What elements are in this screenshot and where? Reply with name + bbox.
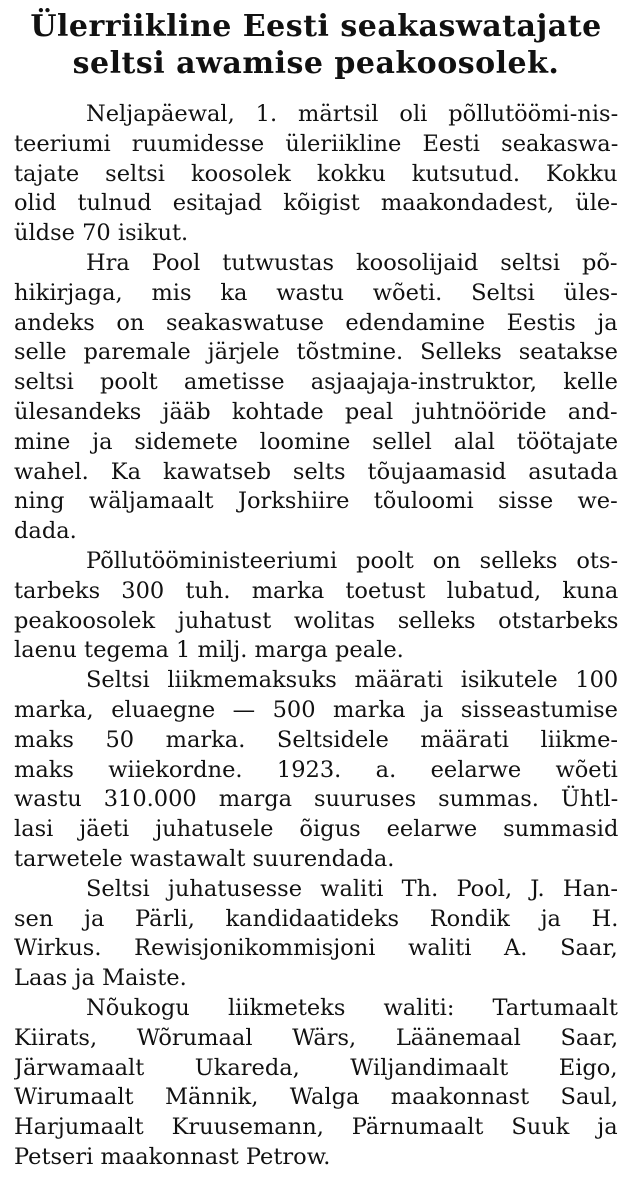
paragraph-line: selle paremale järjele tõstmine. Selleks seatakse bbox=[14, 339, 618, 366]
paragraph-line: ülesandeks jääb kohtade peal juhtnööride and- bbox=[14, 398, 618, 425]
headline-line: seltsi awamise peakoosolek. bbox=[72, 46, 560, 81]
paragraph-line: sen ja Pärli, kandidaatideks Rondik ja H. bbox=[14, 905, 618, 932]
headline-line: Ülerriikline Eesti seakaswatajate bbox=[30, 9, 602, 44]
paragraph-line: wahel. Ka kawatseb selts tõujaamasid asutada bbox=[14, 458, 618, 485]
paragraph-line: laenu tegema 1 milj. marga peale. bbox=[14, 637, 404, 664]
article-paragraph bbox=[14, 666, 618, 875]
article-paragraph bbox=[14, 100, 618, 249]
paragraph-line: marka, eluaegne — 500 marka ja sisseastumise bbox=[14, 696, 618, 723]
paragraph-line: mine ja sidemete loomine sellel alal töötajate bbox=[14, 428, 618, 455]
paragraph-line: Petseri maakonnast Petrow. bbox=[14, 1143, 331, 1170]
paragraph-line: dada. bbox=[14, 518, 77, 545]
paragraph-line: Järwamaalt Ukareda, Wiljandimaalt Eigo, bbox=[14, 1054, 618, 1081]
paragraph-line: Neljapäewal, 1. märtsil oli põllutöömi-nis- bbox=[86, 101, 618, 127]
paragraph-line: tajate seltsi koosolek kokku kutsutud. Kokku bbox=[14, 160, 618, 187]
paragraph-line: seltsi poolt ametisse asjaajaja-instruktor, kelle bbox=[14, 369, 618, 396]
paragraph-line: ning wäljamaalt Jorkshiire tõuloomi sisse we- bbox=[14, 488, 618, 515]
paragraph-line: Wirkus. Rewisjonikommisjoni waliti A. Saar, bbox=[14, 935, 618, 962]
paragraph-line: Seltsi liikmemaksuks määrati isikutele 100 bbox=[86, 667, 618, 694]
paragraph-line: Hra Pool tutwustas koosolijaid seltsi põ- bbox=[86, 249, 618, 276]
paragraph-line: maks 50 marka. Seltsidele määrati liikme- bbox=[14, 726, 618, 753]
paragraph-line: lasi jäeti juhatusele õigus eelarwe summasid bbox=[14, 816, 618, 843]
newspaper-article bbox=[14, 8, 618, 1173]
article-paragraph bbox=[14, 875, 618, 994]
paragraph-line: peakoosolek juhatust wolitas selleks otstarbeks bbox=[14, 607, 618, 634]
article-headline bbox=[14, 8, 618, 82]
paragraph-line: üldse 70 isikut. bbox=[14, 220, 189, 247]
article-paragraph bbox=[14, 547, 618, 666]
paragraph-line: tarbeks 300 tuh. marka toetust lubatud, kuna bbox=[14, 577, 618, 604]
article-paragraph bbox=[14, 994, 618, 1173]
paragraph-line: Seltsi juhatusesse waliti Th. Pool, J. Han- bbox=[86, 875, 618, 902]
paragraph-line: Nõukogu liikmeteks waliti: Tartumaalt bbox=[86, 994, 618, 1021]
article-paragraph bbox=[14, 249, 618, 547]
paragraph-line: Põllutööministeeriumi poolt on selleks ots- bbox=[86, 547, 618, 574]
paragraph-line: maks wiiekordne. 1923. a. eelarwe wõeti bbox=[14, 756, 618, 783]
paragraph-line: andeks on seakaswatuse edendamine Eestis ja bbox=[14, 309, 618, 336]
paragraph-line: Harjumaalt Kruusemann, Pärnumaalt Suuk ja bbox=[14, 1114, 618, 1141]
paragraph-line: Wirumaalt Männik, Walga maakonnast Saul, bbox=[14, 1084, 618, 1111]
article-body bbox=[14, 100, 618, 1173]
paragraph-line: teeriumi ruumidesse üleriikline Eesti seakaswa- bbox=[14, 130, 618, 157]
paragraph-line: Laas ja Maiste. bbox=[14, 965, 187, 992]
paragraph-line: olid tulnud esitajad kõigist maakondadest, üle- bbox=[14, 190, 618, 217]
paragraph-line: Kiirats, Wõrumaal Wärs, Läänemaal Saar, bbox=[14, 1024, 618, 1051]
paragraph-line: wastu 310.000 marga suuruses summas. Ühtl- bbox=[14, 786, 618, 813]
paragraph-line: hikirjaga, mis ka wastu wõeti. Seltsi üles- bbox=[14, 279, 618, 306]
paragraph-line: tarwetele wastawalt suurendada. bbox=[14, 845, 395, 872]
